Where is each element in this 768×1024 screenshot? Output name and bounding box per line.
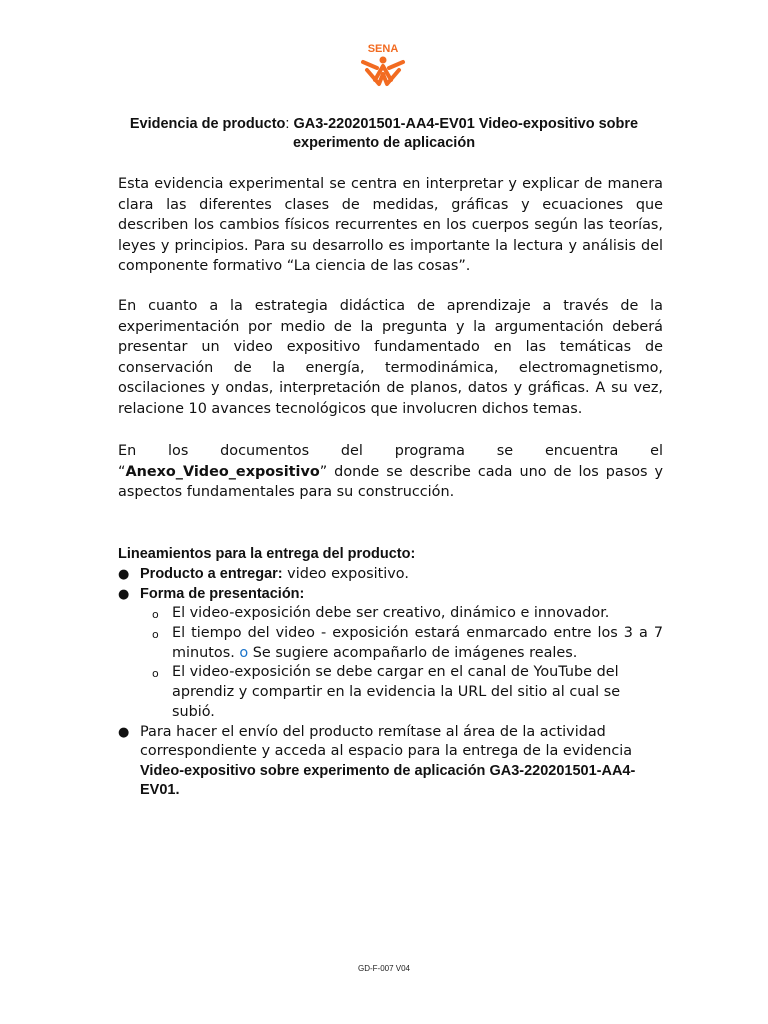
sub-bullet-icon: o xyxy=(152,608,159,621)
title-prefix: Evidencia de producto xyxy=(129,116,286,132)
annex-name: Anexo_Video_expositivo xyxy=(125,463,320,480)
sub-item-text: El video-exposición se debe cargar en el canal de YouTube del aprendiz y compartir en la evidencia la URL del sitio al cual se subió. xyxy=(172,664,621,720)
inline-sub-bullet-icon: o xyxy=(239,644,249,661)
item-label: Producto a entregar: xyxy=(140,566,283,582)
item-bold-text: Video-expositivo sobre experimento de aplicación GA3-220201501-AA4-EV01. xyxy=(140,762,636,799)
p3-after: ” donde se describe cada uno de los pasos y aspectos fundamentales para su construcción. xyxy=(118,463,663,501)
list-item xyxy=(118,723,663,801)
guidelines-list xyxy=(118,565,663,801)
title-rest: GA3-220201501-AA4-EV01 Video-expositivo sobre experimento de aplicación xyxy=(292,116,639,151)
list-item xyxy=(118,565,663,585)
sena-logo-text: SENA xyxy=(367,43,399,55)
sena-logo xyxy=(357,40,409,90)
sub-list-item xyxy=(140,604,663,624)
bullet-icon: ● xyxy=(118,586,130,602)
item-label: Forma de presentación: xyxy=(140,585,305,602)
sub-list-item xyxy=(140,624,663,664)
title-colon: : xyxy=(285,116,294,132)
sub-bullet-icon: o xyxy=(152,627,159,641)
paragraph-strategy: En cuanto a la estrategia didáctica de aprendizaje a través de la experimentación por medio de la pregunta y la argumentación deberá presentar un video expositivo fundamentado en las temáticas de conservación de la energía, termodinámica, electromagnetismo, oscilaciones y ondas, interpretación de planos, datos y gráficas. A su vez, relacione 10 avances tecnológicos que involucren dichos temas. xyxy=(118,298,663,417)
bullet-icon: ● xyxy=(118,724,130,740)
p3-before: En los documentos del programa se encuentra el “ xyxy=(118,443,663,480)
list-item xyxy=(118,585,663,605)
bullet-icon: ● xyxy=(118,567,130,582)
sub-item-text: El video-exposición debe ser creativo, dinámico e innovador. xyxy=(172,605,610,621)
sub-item-extra: Se sugiere acompañarlo de imágenes reales. xyxy=(252,644,578,661)
item-value: video expositivo. xyxy=(282,566,409,582)
paragraph-intro: Esta evidencia experimental se centra en interpretar y explicar de manera clara las diferentes clases de medidas, gráficas y ecuaciones que describen los cambios físicos recurrentes en los cuerpos según las teorías, leyes y principios. Para su desarrollo es importante la lectura y análisis del componente formativo “La ciencia de las cosas”. xyxy=(118,176,663,275)
paragraph-documents xyxy=(118,441,663,503)
item-text: Para hacer el envío del producto remítase al área de la actividad correspondiente y acceda al espacio para la entrega de la evidencia xyxy=(140,723,633,760)
sub-list-item xyxy=(140,663,663,722)
document-title xyxy=(110,115,658,153)
sub-bullet-icon: o xyxy=(152,667,159,681)
guidelines-heading: Lineamientos para la entrega del producto: xyxy=(118,546,416,562)
sub-item-text: El tiempo del video - exposición estará enmarcado entre los 3 a 7 minutos. xyxy=(172,624,663,661)
logo-head-mark xyxy=(380,57,387,64)
footer-code: GD-F-007 V04 xyxy=(357,964,411,973)
logo-figure-mark xyxy=(363,62,403,84)
